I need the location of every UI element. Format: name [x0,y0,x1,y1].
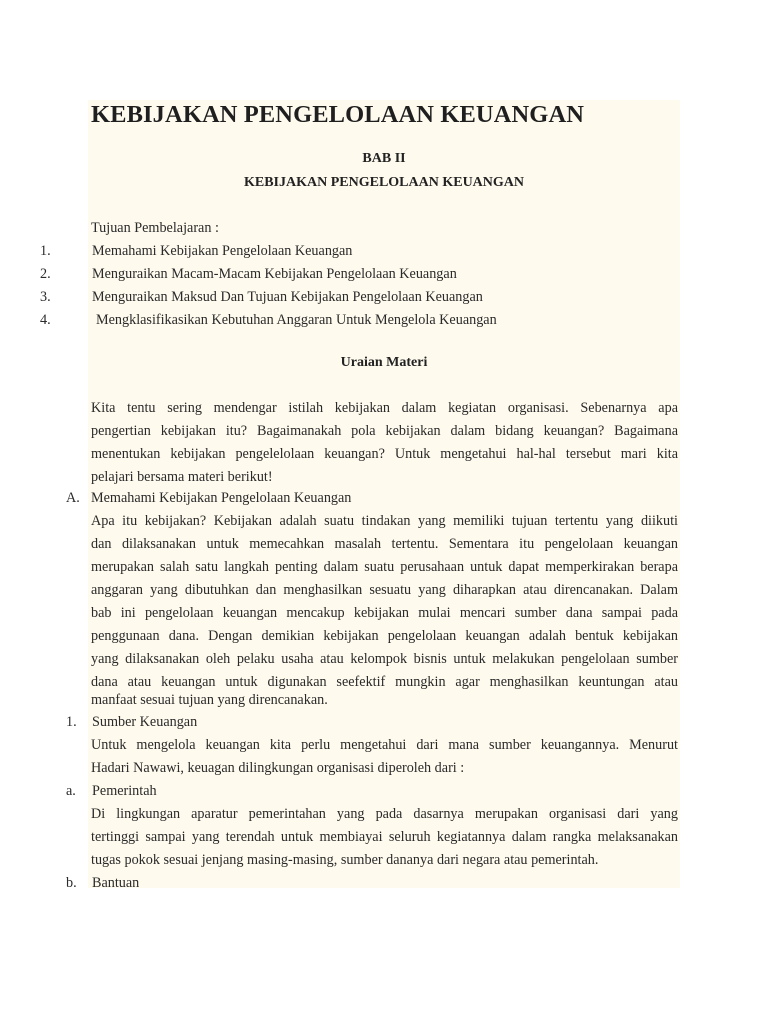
objective-number: 2. [40,266,51,282]
paragraph-line: tugas pokok sesuai jenjang masing-masing, sumber dananya dari negara atau pemerintah. [91,852,599,868]
section-a-heading: Memahami Kebijakan Pengelolaan Keuangan [91,490,352,506]
paragraph-line: Di lingkungan aparatur pemerintahan yang pada dasarnya merupakan organisasi dari yang [91,806,678,822]
paragraph-line: dana atau keuangan untuk digunakan seefektif mungkin agar menghasilkan keuntungan atau [91,674,678,690]
objective-text: Menguraikan Macam-Macam Kebijakan Pengelolaan Keuangan [92,266,457,282]
subsection-1-marker: 1. [66,714,77,730]
paragraph-line: Hadari Nawawi, keuagan dilingkungan organisasi diperoleh dari : [91,760,465,776]
objective-number: 4. [40,312,51,328]
paragraph-line: menentukan kebijakan pengelelolaan keuangan? Untuk mengetahui hal-hal tersebut mari kita [91,446,678,462]
paragraph-line: tertinggi sampai yang terendah untuk membiayai seluruh kegiatannya dalam rangka melaksanakan [91,829,678,845]
paragraph-line: manfaat sesuai tujuan yang direncanakan. [91,692,328,708]
item-a-marker: a. [66,783,76,799]
section-a-marker: A. [66,490,80,506]
paragraph-line: dan dilaksanakan untuk memecahkan masalah tertentu. Sementara itu pengelolaan keuangan [91,536,678,552]
chapter-number: BAB II [362,151,406,166]
item-b-marker: b. [66,875,77,891]
document-title: KEBIJAKAN PENGELOLAAN KEUANGAN [91,101,585,128]
paragraph-line: pengertian kebijakan itu? Bagaimanakah pola kebijakan dalam bidang keuangan? Bagaimana [91,423,678,439]
paragraph-line: anggaran yang dibutuhkan dan menghasilkan sesuatu yang diharapkan atau direncanakan. Dalam [91,582,678,598]
section-heading: Uraian Materi [340,355,428,370]
paragraph-line: Apa itu kebijakan? Kebijakan adalah suatu tindakan yang memiliki tujuan tertentu yang diikuti [91,513,678,529]
objective-text: Menguraikan Maksud Dan Tujuan Kebijakan Pengelolaan Keuangan [92,289,483,305]
subsection-1-heading: Sumber Keuangan [92,714,198,730]
objective-text: Mengklasifikasikan Kebutuhan Anggaran Untuk Mengelola Keuangan [96,312,497,328]
paragraph-line: Untuk mengelola keuangan kita perlu mengetahui dari mana sumber keuangannya. Menurut [91,737,678,753]
paragraph-line: merupakan salah satu langkah penting dalam suatu perusahaan untuk dapat memperkirakan berapa [91,559,678,575]
paragraph-line: bab ini pengelolaan keuangan mencakup kebijakan mulai mencari sumber dana sampai pada [91,605,678,621]
paragraph-line: Kita tentu sering mendengar istilah kebijakan dalam kegiatan organisasi. Sebenarnya apa [91,400,678,416]
objective-number: 3. [40,289,51,305]
objectives-label: Tujuan Pembelajaran : [91,220,219,236]
objective-text: Memahami Kebijakan Pengelolaan Keuangan [92,243,353,259]
item-a-heading: Pemerintah [92,783,157,799]
paragraph-line: pelajari bersama materi berikut! [91,469,273,485]
chapter-title: KEBIJAKAN PENGELOLAAN KEUANGAN [243,175,525,190]
paragraph-line: penggunaan dana. Dengan demikian kebijakan pengelolaan keuangan adalah bentuk kebijakan [91,628,678,644]
paragraph-line: yang dilaksanakan oleh pelaku usaha atau kelompok bisnis untuk melakukan pengelolaan sumber [91,651,678,667]
item-b-heading: Bantuan [92,875,140,891]
objective-number: 1. [40,243,51,259]
